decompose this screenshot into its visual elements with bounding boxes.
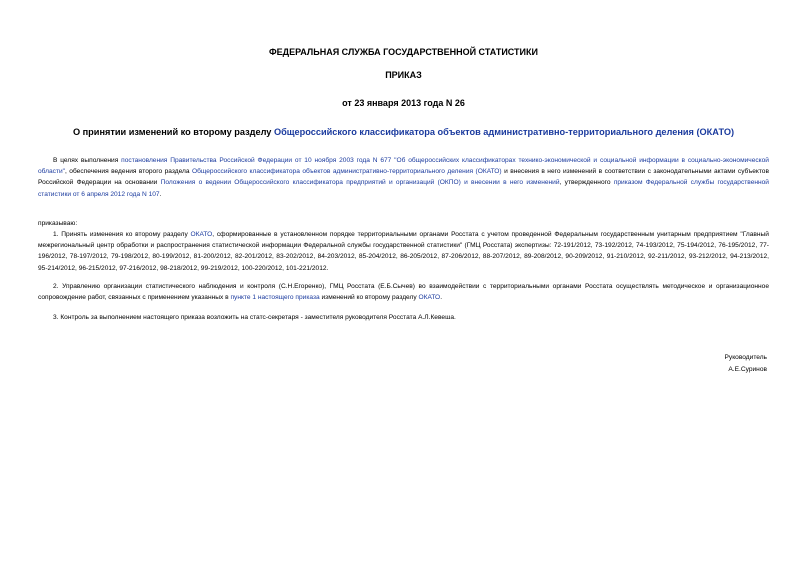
- intro-paragraph: [38, 155, 769, 200]
- okpo-regulation-link[interactable]: Положения о ведении Общероссийского классификатора предприятий и организаций (ОКПО) и внесении в него изменений: [160, 179, 560, 187]
- item-3-paragraph: 3. Контроль за выполнением настоящего приказа возложить на статс-секретаря - заместителя руководителя Росстата А.Л.Кевеша.: [53, 314, 456, 321]
- item-2-text-3: .: [440, 294, 443, 302]
- rosstat-order-link[interactable]: приказом Федеральной службы государственной статистики от 6 апреля 2012 года N 107: [38, 179, 769, 198]
- title-okato-link[interactable]: Общероссийского классификатора объектов административно-территориального деления (ОКАТО): [273, 127, 735, 137]
- intro-text-4: , утвержденного: [559, 179, 614, 187]
- item-1-text-2: , сформированные в установленном порядке территориальными органами Росстата с учетом проведенной Федеральным государственным унитарным предприятием "Главный межрегиональный центр обработки и распространения статистической информации Федеральной службы государственной статистики" (ГМЦ Росстата) экспертизы: 72-191/2012, 73-192/2012, 74-193/2012, 75-194/2012, 76-195/2012, 77-196/2012, 78-197/2012, 79-198/2012, 80-199/2012, 81-200/2012, 82-201/2012, 83-202/2012, 84-203/2012, 85-204/2012, 86-205/2012, 87-206/2012, 88-207/2012, 89-208/2012, 90-209/2012, 91-210/2012, 92-211/2012, 93-212/2012, 94-213/2012, 95-214/2012, 96-215/2012, 97-216/2012, 98-218/2012, 99-219/2012, 100-220/2012, 101-221/2012.: [38, 231, 769, 272]
- item-2-point-1-link[interactable]: пункте 1 настоящего приказа: [230, 294, 320, 302]
- signature-name: А.Е.Суринов: [728, 366, 767, 373]
- intro-text-1: В целях выполнения: [53, 157, 122, 164]
- organization-heading: ФЕДЕРАЛЬНАЯ СЛУЖБА ГОСУДАРСТВЕННОЙ СТАТИСТИКИ: [269, 47, 538, 57]
- item-1-text-1: 1. Принять изменения ко второму разделу: [53, 231, 191, 238]
- intro-text-2: , обеспечения ведения второго раздела: [65, 168, 192, 176]
- intro-text-5: .: [159, 190, 162, 198]
- item-1-okato-link[interactable]: ОКАТО: [190, 231, 213, 238]
- document-type-heading: ПРИКАЗ: [385, 70, 422, 80]
- item-2-text-1: 2. Управлению организации статистического наблюдения и контроля (С.Н.Егоренко), ГМЦ Росстата (Е.Б.Сычев) во взаимодействии с территориальными органами Росстата осуществлять методическое и организационное сопровождение работ, связанных с применением указанных в: [38, 283, 769, 302]
- item-2-okato-link[interactable]: ОКАТО: [418, 294, 441, 302]
- item-2-text-2: изменений ко второму разделу: [319, 294, 419, 302]
- document-date: от 23 января 2013 года N 26: [342, 98, 465, 108]
- signature-role: Руководитель: [724, 354, 767, 361]
- decide-line: приказываю:: [38, 220, 78, 227]
- government-decree-link[interactable]: постановления Правительства Российской Федерации от 10 ноября 2003 года N 677 "Об общероссийских классификаторах технико-экономической и социальной информации в социально-экономической области": [38, 157, 769, 176]
- item-1-paragraph: [38, 229, 769, 274]
- intro-text-3: и внесения в него изменений в соответствии с законодательными актами субъектов Российской Федерации на основании: [38, 168, 769, 187]
- document-title: [0, 127, 807, 137]
- okato-classifier-link[interactable]: Общероссийского классификатора объектов административно-территориального деления (ОКАТО): [192, 168, 502, 176]
- item-2-paragraph: [38, 281, 769, 303]
- title-prefix: О принятии изменений ко второму разделу: [72, 127, 274, 137]
